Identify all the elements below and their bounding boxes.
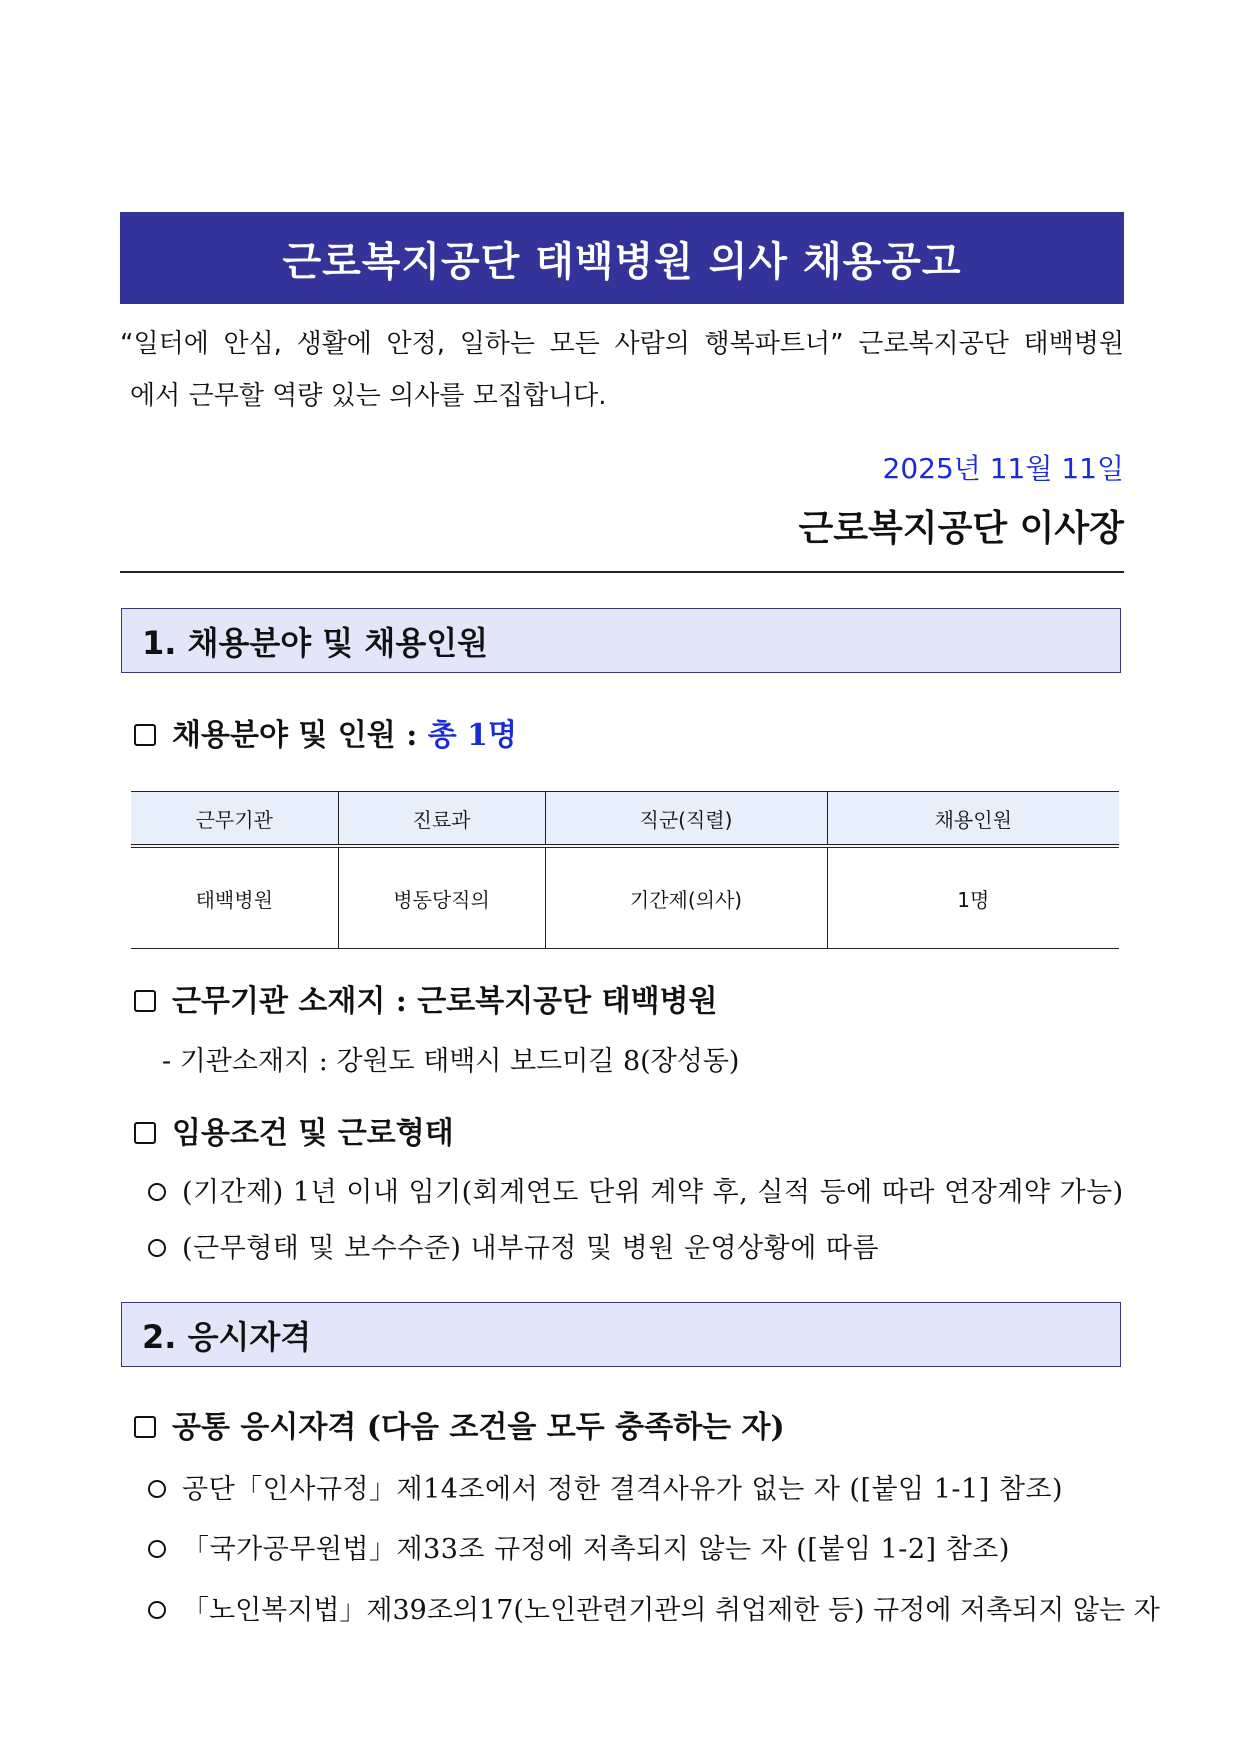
announcement-date: 2025년 11월 11일 bbox=[882, 452, 1124, 485]
circle-bullet-icon bbox=[148, 1601, 166, 1619]
qualification-list-item: 「국가공무원법」제33조 규정에 저촉되지 않는 자 ([붙임 1-2] 참조) bbox=[148, 1527, 1010, 1566]
recruitment-fields-item bbox=[134, 710, 517, 754]
checkbox-square-icon bbox=[134, 1122, 156, 1144]
circle-bullet-icon bbox=[148, 1239, 166, 1257]
recruitment-fields-label: 채용분야 및 인원 : bbox=[172, 718, 428, 753]
section-1-heading bbox=[121, 608, 1121, 673]
checkbox-square-icon bbox=[134, 1416, 156, 1438]
work-location-label: 근무기관 소재지 : 근로복지공단 태백병원 bbox=[172, 984, 718, 1019]
title-banner bbox=[120, 212, 1124, 304]
employment-conditions-item bbox=[134, 1108, 454, 1152]
circle-bullet-icon bbox=[148, 1480, 166, 1498]
table-header-cell: 채용인원 bbox=[827, 792, 1119, 847]
checkbox-square-icon bbox=[134, 990, 156, 1012]
work-location-detail: - 기관소재지 : 강원도 태백시 보드미길 8(장성동) bbox=[162, 1046, 740, 1077]
table-cell: 기간제(의사) bbox=[545, 846, 827, 949]
intro-line-2: 에서 근무할 역량 있는 의사를 모집합니다. bbox=[130, 381, 607, 411]
condition-list-item: (기간제) 1년 이내 임기(회계연도 단위 계약 후, 실적 등에 따라 연장계약 가능) bbox=[148, 1170, 1124, 1209]
common-qualifications-item bbox=[134, 1402, 785, 1446]
checkbox-square-icon bbox=[134, 724, 156, 746]
issuer-name: 근로복지공단 이사장 bbox=[798, 508, 1124, 549]
circle-bullet-icon bbox=[148, 1183, 166, 1201]
table-header-cell: 직군(직렬) bbox=[545, 792, 827, 847]
qualification-list-item: 공단「인사규정」제14조에서 정한 결격사유가 없는 자 ([붙임 1-1] 참조) bbox=[148, 1467, 1063, 1506]
qualification-list-item: 「노인복지법」제39조의17(노인관련기관의 취업제한 등) 규정에 저촉되지 않는 자 bbox=[148, 1588, 1160, 1627]
table-header-row bbox=[131, 792, 1119, 847]
employment-conditions-label: 임용조건 및 근로형태 bbox=[172, 1116, 454, 1151]
section-2-heading-text: 2. 응시자격 bbox=[142, 1317, 312, 1356]
table-header-cell: 진료과 bbox=[338, 792, 545, 847]
divider-line bbox=[120, 571, 1124, 573]
common-qualifications-label: 공통 응시자격 (다음 조건을 모두 충족하는 자) bbox=[172, 1410, 785, 1445]
circle-bullet-icon bbox=[148, 1540, 166, 1558]
recruitment-total: 총 1명 bbox=[427, 718, 517, 753]
table-header-cell: 근무기관 bbox=[131, 792, 338, 847]
section-2-heading bbox=[121, 1302, 1121, 1367]
table-cell: 1명 bbox=[827, 846, 1119, 949]
table-cell: 병동당직의 bbox=[338, 846, 545, 949]
condition-list-item: (근무형태 및 보수수준) 내부규정 및 병원 운영상황에 따름 bbox=[148, 1226, 879, 1265]
section-1-heading-text: 1. 채용분야 및 채용인원 bbox=[142, 623, 489, 662]
table-cell: 태백병원 bbox=[131, 846, 338, 949]
page-title: 근로복지공단 태백병원 의사 채용공고 bbox=[282, 238, 962, 285]
intro-line-1: “일터에 안심, 생활에 안정, 일하는 모든 사람의 행복파트너” 근로복지공단 태백병원 bbox=[120, 329, 1124, 359]
work-location-item bbox=[134, 976, 718, 1020]
table-row bbox=[131, 846, 1119, 949]
recruitment-table bbox=[131, 791, 1119, 949]
intro-paragraph bbox=[120, 318, 1124, 422]
